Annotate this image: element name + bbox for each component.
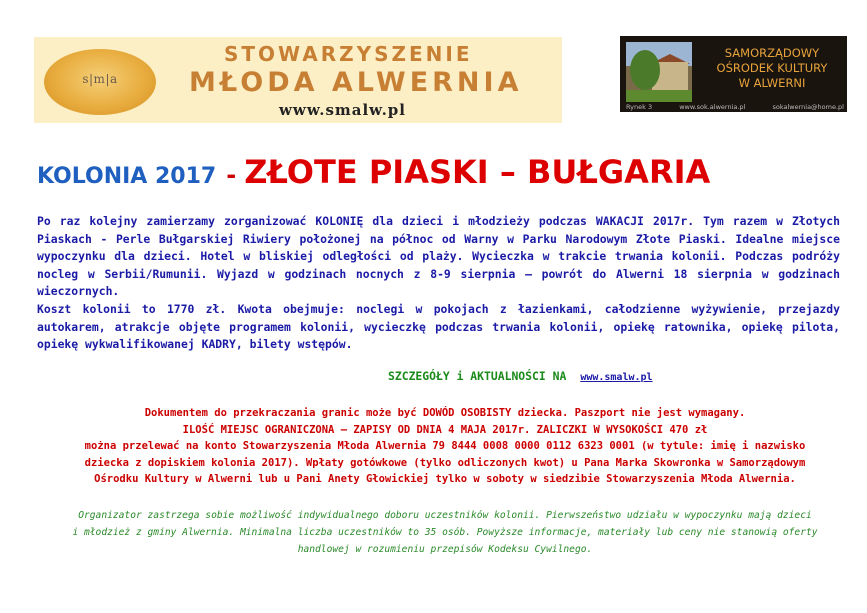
description-paragraph-2: Koszt kolonii to 1770 zł. Kwota obejmuje: noclegi w pokojach z łazienkami, całodzienne wyżywienie, przejazdy autokarem, atrakcje objęte programem kolonii, wycieczkę podczas trwania kolonii, opiekę ratownika, opiekę pilota, opiekę wykwalifikowanej KADRY, bilety wstępów. xyxy=(37,301,840,352)
sok-name-line3: W ALWERNI xyxy=(738,76,806,90)
org-url: www.smalw.pl xyxy=(279,101,406,119)
sok-banner xyxy=(620,36,847,112)
details-label: SZCZEGÓŁY i AKTUALNOŚCI NA xyxy=(388,369,567,383)
description xyxy=(37,213,840,354)
description-paragraph-1: Po raz kolejny zamierzamy zorganizować KOLONIĘ dla dzieci i młodzieży podczas WAKACJI 2017r. Tym razem w Złotych Piaskach - Perle Bułgarskiej Riwiery położonej na północ od Warny w Parku Narodowym Złote Piaski. Idealne miejsce wypoczynku dla dzieci. Hotel w bliskiej odległości od plaży. Wycieczka w trakcie trwania kolonii. Podczas podróży nocleg w Serbii/Rumunii. Wyjazd w godzinach nocnych z 8-9 sierpnia – powrót do Alwerni 18 sierpnia w godzinach wieczornych. xyxy=(37,214,840,299)
notice-line-1: Dokumentem do przekraczania granic może być DOWÓD OSOBISTY dziecka. Paszport nie jest wymagany. xyxy=(144,407,746,419)
disclaimer-line-2: i młodzież z gminy Alwernia. Minimalna liczba uczestników to 35 osób. Powyższe informacje, materiały lub ceny nie stanowią oferty xyxy=(72,527,818,538)
title-destination: ZŁOTE PIASKI – BUŁGARIA xyxy=(244,153,711,191)
notice-line-4: dziecka z dopiskiem kolonia 2017). Wpłaty gotówkowe (tylko odliczonych kwot) u Pana Marka Skowronka w Samorządowym xyxy=(84,456,806,469)
details-link[interactable]: www.smalw.pl xyxy=(580,372,653,383)
details-line xyxy=(388,369,653,383)
sma-banner xyxy=(34,37,562,123)
building-photo xyxy=(626,42,692,102)
sok-address: Rynek 3 xyxy=(626,103,653,111)
sok-email: sokalwernia@home.pl xyxy=(772,103,844,111)
notice-line-5: Ośrodku Kultury w Alwerni lub u Pani Anety Głowickiej tylko w soboty w siedzibie Stowarzyszenia Młoda Alwernia. xyxy=(94,473,796,486)
disclaimer xyxy=(60,507,830,558)
sok-url: www.sok.alwernia.pl xyxy=(679,103,746,111)
page-title xyxy=(37,153,710,191)
title-dash: - xyxy=(226,161,237,189)
sok-name-line1: SAMORZĄDOWY xyxy=(724,46,820,60)
disclaimer-line-3: handlowej w rozumieniu przepisów Kodeksu Cywilnego. xyxy=(297,544,593,555)
sok-footer xyxy=(626,103,844,111)
sok-name-line2: OŚRODEK KULTURY xyxy=(716,61,828,75)
org-name-line1: STOWARZYSZENIE xyxy=(224,42,473,66)
title-year: KOLONIA 2017 xyxy=(37,164,217,189)
disclaimer-line-1: Organizator zastrzega sobie możliwość indywidualnego doboru uczestników kolonii. Pierwszeństwo udziału w wypoczynku mają dzieci xyxy=(78,510,812,521)
sma-logo-text: s|m|a xyxy=(82,72,118,86)
org-name-line2: MŁODA ALWERNIA xyxy=(189,67,523,98)
notice-line-3: można przelewać na konto Stowarzyszenia Młoda Alwernia 79 8444 0008 0000 0112 6323 0001 (w tytule: imię i nazwisko xyxy=(84,440,806,453)
sok-name xyxy=(702,46,842,91)
registration-notice xyxy=(60,405,830,488)
notice-line-2: ILOŚĆ MIEJSC OGRANICZONA – ZAPISY OD DNIA 4 MAJA 2017r. ZALICZKI W WYSOKOŚCI 470 zł xyxy=(182,423,708,436)
